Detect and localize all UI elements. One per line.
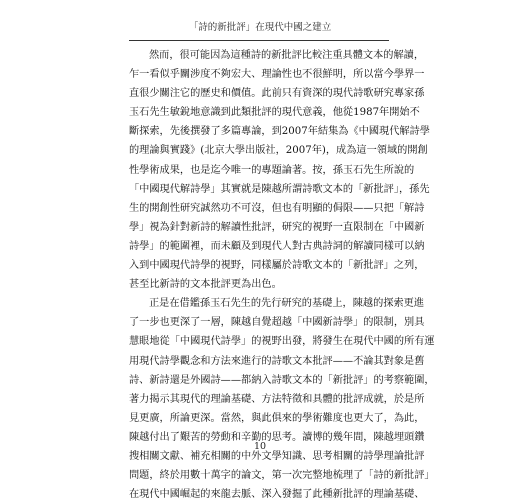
text-line: 慧眼地從「中國現代詩學」的視野出發，將發生在現代中國的所有運 xyxy=(129,336,435,348)
paragraph xyxy=(129,294,435,504)
text-line: 直很少關注它的歷史和價值。此前只有資深的現代詩歌研究專家孫 xyxy=(129,88,425,100)
text-line: 搜相關文獻、補充相關的中外文學知識、思考相關的詩學理論批評 xyxy=(129,450,425,462)
text-line: 入到中國現代詩學的視野，同樣屬於詩歌文本的「新批評」之列， xyxy=(129,260,425,272)
text-line: 斷探索，先後撰發了多篇專論，到2007年結集為《中國現代解詩學 xyxy=(129,126,430,138)
text-line: 問題，終於用數十萬字的論文，第一次完整地梳理了「詩的新批評」 xyxy=(129,470,435,482)
text-line: 然而，很可能因為這種詩的新批評比較注重具體文本的解讀， xyxy=(149,50,425,61)
text-line: 性學術成果，也是迄今唯一的專題論著。按，孫玉石先生所說的 xyxy=(129,164,415,176)
text-line: 「中國現代解詩學」其實就是陳越所謂詩歌文本的「新批評」，孫先 xyxy=(129,183,430,195)
text-line: 的理論與實踐》(北京大學出版社，2007年)，成為這一領域的開創 xyxy=(129,145,428,157)
text-line: 甚至比新詩的文本批評更為出色。 xyxy=(129,279,282,291)
text-line: 生的開創性研究誠然功不可沒，但也有明顯的侷限——只把「解詩 xyxy=(129,202,425,214)
text-line: 乍一看似乎關涉度不夠宏大、理論性也不很鮮明，所以當今學界一 xyxy=(129,69,425,81)
text-line: 學」視為針對新詩的解讀性批評，研究的視野一直限制在「中國新 xyxy=(129,221,425,233)
page-number: 10 xyxy=(253,441,267,452)
text-line: 陳越付出了艱苦的勞動和辛勤的思考。讀博的幾年間，陳越埋頭鑽 xyxy=(129,431,425,443)
text-line: 在現代中國崛起的來龍去脈、深入發掘了此種新批評的理論基礎、 xyxy=(129,489,425,501)
paragraph xyxy=(129,46,430,294)
body-text xyxy=(129,46,435,504)
text-line: 正是在借鑑孫玉石先生的先行研究的基礎上，陳越的探索更進 xyxy=(149,298,425,310)
text-line: 著力揭示其現代的理論基礎、方法特徵和具體的批評成就，於是所 xyxy=(129,393,425,405)
text-line: 詩、新詩還是外國詩——都納入詩歌文本的「新批評」的考察範圍， xyxy=(129,374,435,386)
text-line: 玉石先生敏銳地意識到此類批評的現代意義，他從1987年開始不 xyxy=(129,107,420,119)
header-rule xyxy=(129,40,389,41)
text-line: 了一步也更深了一層，陳越自覺超越「中國新詩學」的限制，別具 xyxy=(129,317,425,329)
text-line: 用現代詩學觀念和方法來進行的詩歌文本批評——不論其對象是舊 xyxy=(129,355,425,367)
text-line: 詩學」的範圍裡，而未顧及到現代人對古典詩詞的解讀同樣可以納 xyxy=(129,240,425,252)
text-line: 見更廣，所論更深。當然，與此俱來的學術難度也更大了，為此， xyxy=(129,412,425,424)
running-header: 「詩的新批評」在現代中國之建立 xyxy=(188,22,332,33)
